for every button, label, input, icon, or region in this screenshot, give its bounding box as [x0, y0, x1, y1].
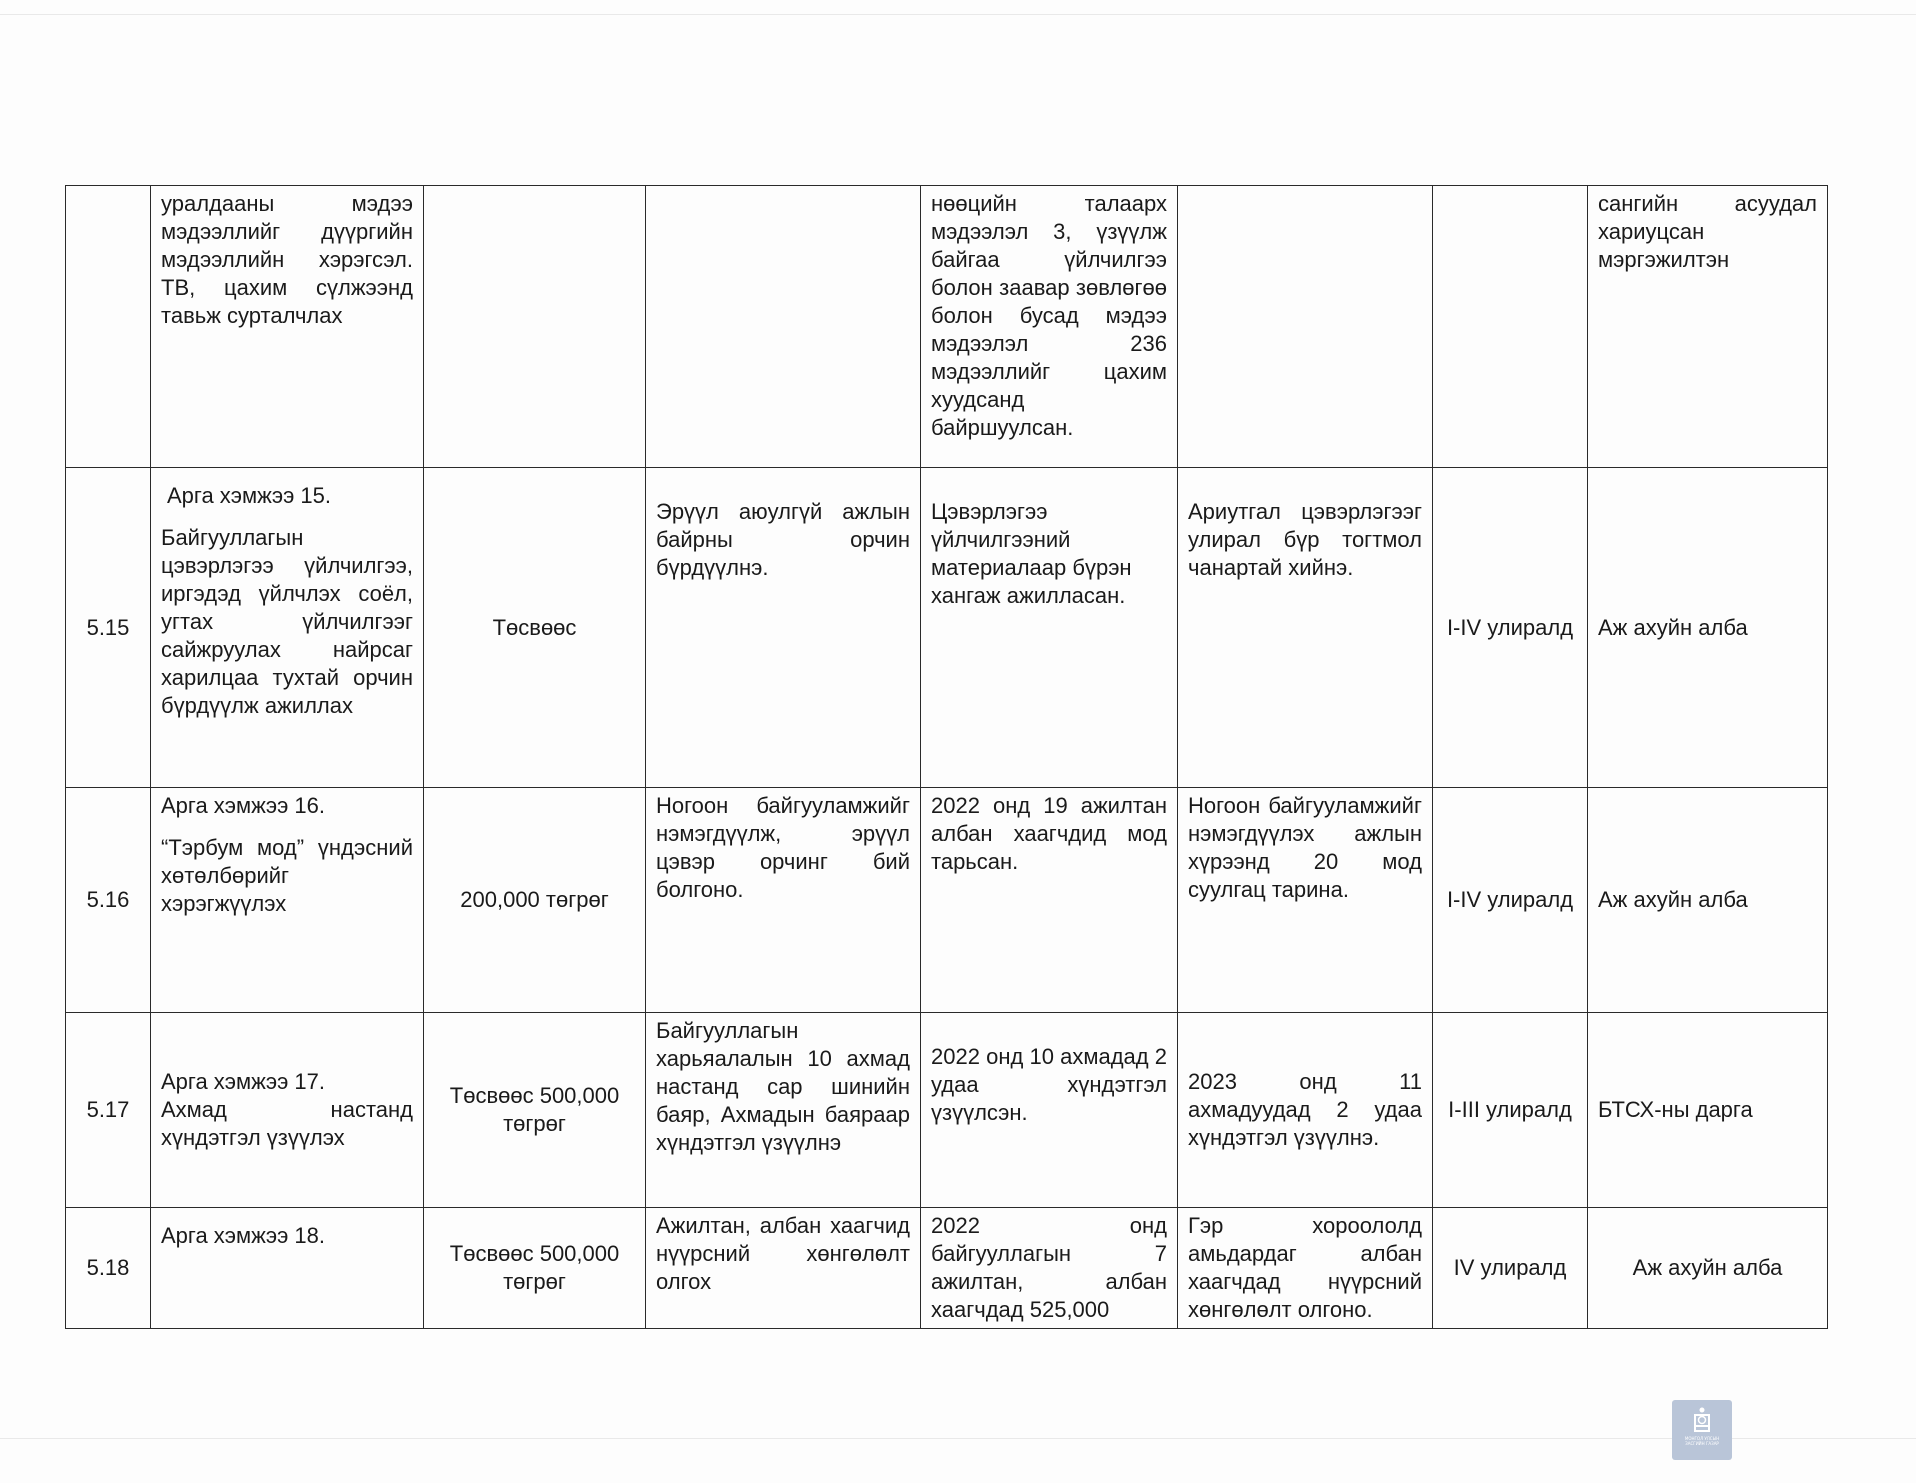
expected-result-cell: Ногоон байгууламжийг нэмэгдүүлж, эрүүл цэвэр орчинг бий болгоно. [646, 788, 921, 1013]
responsible-cell: Аж ахуйн алба [1588, 468, 1828, 788]
table-row [66, 1208, 1828, 1329]
expected-result-cell: Эрүүл аюулгүй ажлын байрны орчин бүрдүүлнэ. [646, 468, 921, 788]
period-cell [1433, 186, 1588, 468]
activity-cell: уралдааны мэдээ мэдээллийг дүүргийн мэдээллийн хэрэгсэл. ТВ, цахим сүлжээнд тавьж сурталчлах [151, 186, 424, 468]
activity-text: Ахмад настанд хүндэтгэл үзүүлэх [161, 1097, 413, 1150]
period-cell: I-IV улиралд [1433, 468, 1588, 788]
done-cell: нөөцийн талаарх мэдээлэл 3, үзүүлж байгаа үйлчилгээ болон заавар зөвлөгөө болон бусад мэдээ мэдээлэл 236 мэдээллийг цахим хуудсанд байршуулсан. [921, 186, 1178, 468]
activity-text: “Тэрбум мод” үндэсний хөтөлбөрийг хэрэгжүүлэх [161, 835, 413, 916]
funding-cell: 200,000 төгрөг [424, 788, 646, 1013]
responsible-cell: Аж ахуйн алба [1588, 788, 1828, 1013]
emblem-caption [1674, 1436, 1730, 1446]
period-cell: I-III улиралд [1433, 1013, 1588, 1208]
soyombo-icon [1691, 1406, 1713, 1434]
activity-cell [151, 788, 424, 1013]
row-number: 5.18 [66, 1208, 151, 1329]
table-row [66, 1013, 1828, 1208]
done-cell: 2022 онд 10 ахмадад 2 удаа хүндэтгэл үзүүлсэн. [921, 1013, 1178, 1208]
responsible-cell: Аж ахуйн алба [1588, 1208, 1828, 1329]
activity-title: Арга хэмжээ 15. [167, 483, 332, 508]
emblem-caption-line2: ЗАСГИЙН ГАЗАР [1685, 1441, 1719, 1446]
period-cell: IV улиралд [1433, 1208, 1588, 1329]
done-cell: 2022 онд 19 ажилтан албан хаагчдид мод тарьсан. [921, 788, 1178, 1013]
period-cell: I-IV улиралд [1433, 788, 1588, 1013]
row-number [66, 186, 151, 468]
expected-result-cell [646, 186, 921, 468]
funding-cell: Төсвөөс 500,000 төгрөг [424, 1013, 646, 1208]
activity-cell [151, 1208, 424, 1329]
target-cell: Гэр хороололд амьдардаг албан хаагчдад нүүрсний хөнгөлөлт олгоно. [1178, 1208, 1433, 1329]
activity-cell [151, 468, 424, 788]
responsible-cell: БТСХ-ны дарга [1588, 1013, 1828, 1208]
row-number: 5.15 [66, 468, 151, 788]
activity-title: Арга хэмжээ 17. [161, 1069, 326, 1094]
target-cell: 2023 онд 11 ахмадуудад 2 удаа хүндэтгэл үзүүлнэ. [1178, 1013, 1433, 1208]
table-row [66, 186, 1828, 468]
target-cell: Ариутгал цэвэрлэгээг улирал бүр тогтмол чанартай хийнэ. [1178, 468, 1433, 788]
responsible-cell: сангийн асуудал хариуцсан мэргэжилтэн [1588, 186, 1828, 468]
row-number: 5.16 [66, 788, 151, 1013]
activity-cell [151, 1013, 424, 1208]
row-number: 5.17 [66, 1013, 151, 1208]
activity-title: Арга хэмжээ 18. [161, 1223, 326, 1248]
table-row [66, 788, 1828, 1013]
expected-result-cell: Байгууллагын харьяалалын 10 ахмад настанд сар шинийн баяр, Ахмадын баяраар хүндэтгэл үзүүлнэ [646, 1013, 921, 1208]
action-plan-table [65, 185, 1828, 1329]
done-cell: 2022 онд байгууллагын 7 ажилтан, албан хаагчдад 525,000 [921, 1208, 1178, 1329]
emblem-caption-line1: МОНГОЛ УЛСЫН [1684, 1436, 1720, 1441]
done-cell: Цэвэрлэгээ үйлчилгээний материалаар бүрэн хангаж ажилласан. [921, 468, 1178, 788]
activity-title: Арга хэмжээ 16. [161, 793, 326, 818]
funding-cell [424, 186, 646, 468]
plan-table-wrapper [65, 185, 1827, 1329]
target-cell [1178, 186, 1433, 468]
target-cell: Ногоон байгууламжийг нэмэгдүүлэх ажлын хүрээнд 20 мод суулгац тарина. [1178, 788, 1433, 1013]
table-row [66, 468, 1828, 788]
expected-result-cell: Ажилтан, албан хаагчид нүүрсний хөнгөлөлт олгох [646, 1208, 921, 1329]
funding-cell: Төсвөөс [424, 468, 646, 788]
government-emblem [1672, 1400, 1732, 1460]
funding-cell: Төсвөөс 500,000 төгрөг [424, 1208, 646, 1329]
activity-text: Байгууллагын цэвэрлэгээ үйлчилгээ, иргэдэд үйлчлэх соёл, угтах үйлчилгээг сайжруулах найрсаг харилцаа тухтай орчин бүрдүүлж ажиллах [161, 525, 413, 718]
